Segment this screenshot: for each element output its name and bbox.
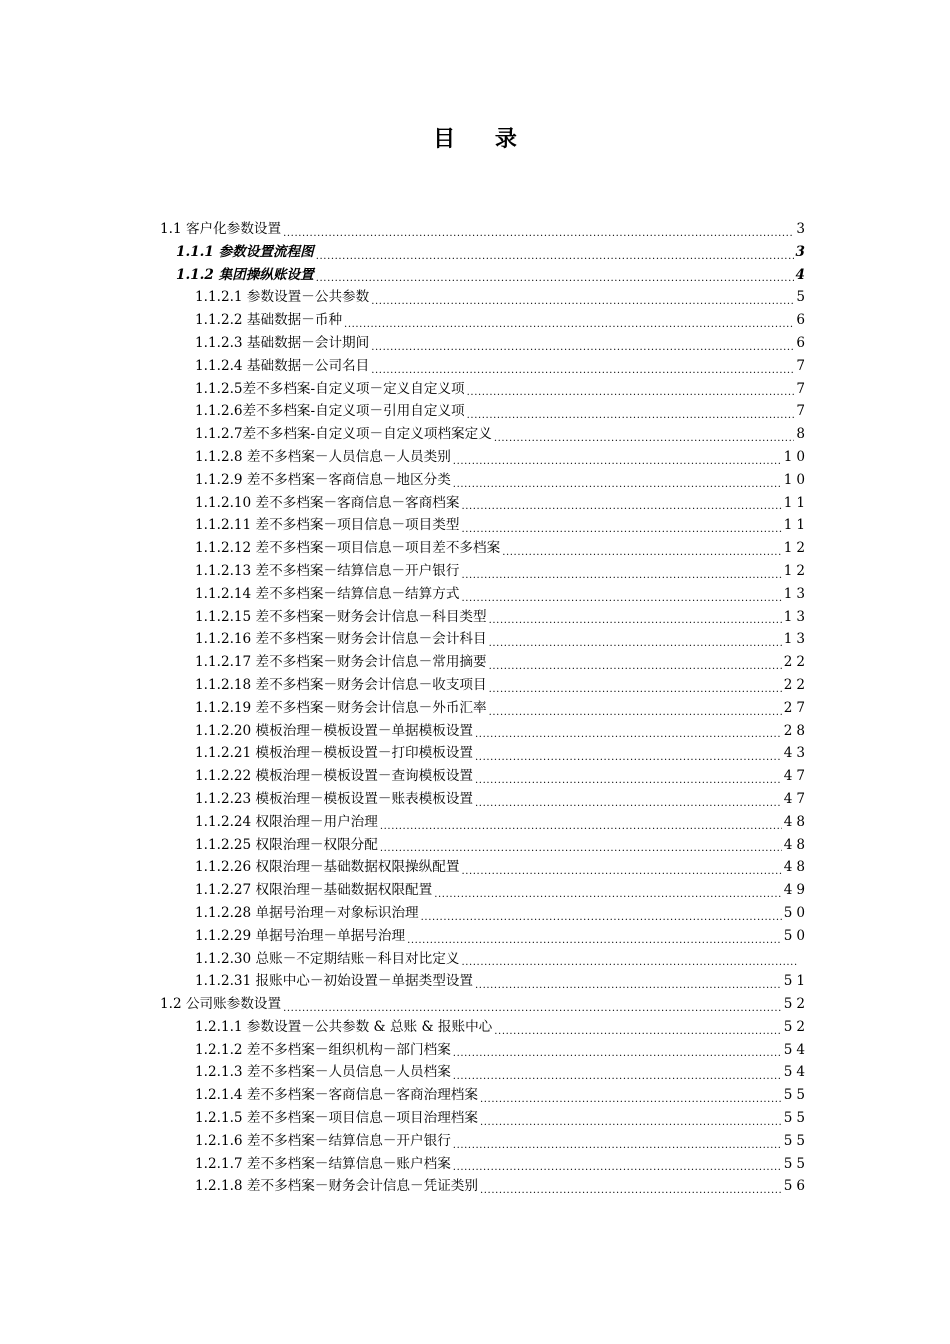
toc-entry[interactable]	[160, 1175, 809, 1198]
toc-entry[interactable]	[160, 970, 809, 993]
toc-entry-label: 1.1.2 集团操纵账设置	[176, 266, 314, 283]
toc-dot-leader	[453, 1061, 782, 1084]
toc-page-number: 43	[783, 745, 809, 762]
toc-entry-label: 1.1.2.5差不多档案-自定义项－定义自定义项	[195, 380, 465, 397]
toc-dot-leader	[380, 811, 782, 834]
toc-page-number: 48	[783, 836, 809, 853]
toc-entry-label: 1.1 客户化参数设置	[160, 221, 282, 237]
toc-page-number: 56	[783, 1178, 809, 1195]
toc-page-number: 7	[796, 403, 809, 420]
toc-entry-label: 1.2.1.4 差不多档案－客商信息－客商治理档案	[195, 1087, 478, 1104]
toc-entry-label: 1.1.2.21 模板治理－模板设置－打印模板设置	[195, 745, 474, 762]
toc-dot-leader	[421, 902, 782, 925]
toc-page-number: 48	[783, 859, 809, 876]
toc-entry[interactable]	[160, 537, 809, 560]
toc-dot-leader	[475, 788, 782, 811]
toc-page-number: 10	[783, 471, 809, 488]
toc-page-number: 47	[783, 768, 809, 785]
toc-entry-label: 1.1.2.1 参数设置－公共参数	[195, 289, 370, 306]
toc-page-number: 54	[783, 1041, 809, 1058]
toc-page-number: 50	[783, 904, 809, 921]
toc-entry[interactable]	[160, 241, 809, 264]
toc-entry[interactable]	[160, 628, 809, 651]
toc-entry-label: 1.1.2.29 单据号治理－单据号治理	[195, 927, 406, 944]
toc-entry-label: 1.1.2.9 差不多档案－客商信息－地区分类	[195, 471, 451, 488]
toc-dot-leader	[480, 1175, 782, 1198]
toc-entry-label: 1.1.2.23 模板治理－模板设置－账表模板设置	[195, 790, 474, 807]
toc-dot-leader	[489, 697, 782, 720]
toc-page-number: 47	[783, 790, 809, 807]
toc-entry[interactable]	[160, 606, 809, 629]
toc-entry-label: 1.1.2.3 基础数据－会计期间	[195, 334, 370, 351]
toc-entry[interactable]	[160, 948, 805, 971]
toc-page-number: 12	[783, 562, 809, 579]
toc-entry[interactable]	[160, 514, 809, 537]
toc-dot-leader	[467, 378, 795, 401]
toc-page-number: 5	[796, 289, 809, 306]
toc-entry[interactable]	[160, 1153, 809, 1176]
toc-entry[interactable]	[160, 834, 809, 857]
toc-entry[interactable]	[160, 856, 809, 879]
toc-title: 目 录	[433, 126, 533, 152]
toc-dot-leader	[371, 355, 794, 378]
toc-entry-label: 1.2 公司账参数设置	[160, 996, 282, 1013]
toc-entry[interactable]	[160, 811, 809, 834]
toc-entry-label: 1.1.2.30 总账－不定期结账－科目对比定义	[195, 950, 460, 967]
toc-entry-label: 1.1.2.28 单据号治理－对象标识治理	[195, 904, 419, 921]
toc-entry-label: 1.1.2.24 权限治理－用户治理	[195, 813, 378, 830]
toc-dot-leader	[480, 1107, 782, 1130]
toc-entry-label: 1.1.2.16 差不多档案－财务会计信息－会计科目	[195, 631, 487, 648]
toc-dot-leader	[461, 856, 781, 879]
toc-dot-leader	[475, 970, 782, 993]
toc-dot-leader	[502, 537, 781, 560]
toc-page-number: 48	[783, 813, 809, 830]
toc-entry-label: 1.1.2.7差不多档案-自定义项－自定义项档案定义	[195, 426, 492, 443]
toc-dot-leader	[380, 834, 782, 857]
toc-page-number: 50	[783, 927, 809, 944]
toc-entry-label: 1.1.2.4 基础数据－公司名目	[195, 357, 370, 374]
toc-dot-leader	[494, 1016, 781, 1039]
toc-page-number: 13	[783, 585, 809, 602]
toc-page-number: 55	[783, 1132, 809, 1149]
toc-entry[interactable]	[160, 286, 809, 309]
toc-entry-label: 1.1.2.19 差不多档案－财务会计信息－外币汇率	[195, 699, 487, 716]
toc-dot-leader	[475, 720, 782, 743]
toc-entry[interactable]	[160, 1130, 809, 1153]
toc-page-number: 55	[783, 1110, 809, 1127]
toc-dot-leader	[467, 400, 795, 423]
toc-entry-label: 1.2.1.6 差不多档案－结算信息－开户银行	[195, 1132, 451, 1149]
toc-entry-label: 1.1.2.31 报账中心－初始设置－单据类型设置	[195, 973, 474, 990]
toc-dot-leader	[316, 241, 794, 264]
toc-page-number: 6	[796, 312, 809, 329]
toc-dot-leader	[461, 948, 797, 971]
toc-entry-label: 1.2.1.8 差不多档案－财务会计信息－凭证类别	[195, 1178, 478, 1195]
toc-entry[interactable]	[160, 788, 809, 811]
toc-entry-label: 1.1.2.11 差不多档案－项目信息－项目类型	[195, 517, 460, 534]
toc-entry[interactable]	[160, 1016, 809, 1039]
toc-entry[interactable]	[160, 720, 809, 743]
toc-entry[interactable]	[160, 332, 809, 355]
toc-dot-leader	[407, 925, 782, 948]
toc-entry-label: 1.1.2.2 基础数据－币种	[195, 312, 343, 329]
toc-page-number: 7	[796, 380, 809, 397]
toc-entry[interactable]	[160, 355, 809, 378]
toc-entry[interactable]	[160, 697, 809, 720]
toc-entry[interactable]	[160, 378, 809, 401]
toc-entry[interactable]	[160, 742, 809, 765]
toc-entry[interactable]	[160, 309, 809, 332]
toc-dot-leader	[480, 1084, 782, 1107]
toc-entry[interactable]	[160, 560, 809, 583]
toc-page-number: 52	[783, 996, 809, 1013]
toc-page-number: 8	[796, 426, 809, 443]
toc-entry[interactable]	[160, 492, 809, 515]
toc-dot-leader	[434, 879, 781, 902]
toc-dot-leader	[489, 651, 782, 674]
toc-entry-label: 1.1.2.15 差不多档案－财务会计信息－科目类型	[195, 608, 487, 625]
toc-entry[interactable]	[160, 446, 809, 469]
toc-entry[interactable]	[160, 264, 809, 287]
toc-entry-label: 1.1.2.13 差不多档案－结算信息－开户银行	[195, 562, 460, 579]
toc-dot-leader	[283, 218, 794, 241]
toc-page-number: 12	[783, 540, 809, 557]
toc-entry[interactable]	[160, 423, 809, 446]
toc-dot-leader	[453, 1130, 782, 1153]
toc-entry-label: 1.1.2.8 差不多档案－人员信息－人员类别	[195, 448, 451, 465]
toc-page-number: 54	[783, 1064, 809, 1081]
toc-dot-leader	[461, 560, 781, 583]
toc-page-number: 28	[783, 722, 809, 739]
toc-dot-leader	[453, 1039, 782, 1062]
toc-entry[interactable]	[160, 469, 809, 492]
toc-entry[interactable]	[160, 879, 809, 902]
toc-page-number: 13	[783, 631, 809, 648]
toc-entry-label: 1.1.2.25 权限治理－权限分配	[195, 836, 378, 853]
toc-entry[interactable]	[160, 1039, 809, 1062]
toc-page-number: 11	[783, 517, 809, 534]
toc-entry-label: 1.1.2.6差不多档案-自定义项－引用自定义项	[195, 403, 465, 420]
toc-dot-leader	[461, 514, 781, 537]
toc-page-number: 7	[796, 357, 809, 374]
toc-entry-label: 1.1.2.12 差不多档案－项目信息－项目差不多档案	[195, 540, 501, 557]
toc-entry-label: 1.2.1.3 差不多档案－人员信息－人员档案	[195, 1064, 451, 1081]
toc-entry-label: 1.1.2.14 差不多档案－结算信息－结算方式	[195, 585, 460, 602]
toc-entry-label: 1.1.2.22 模板治理－模板设置－查询模板设置	[195, 768, 474, 785]
toc-page-number: 11	[783, 494, 809, 511]
toc-page-number: 27	[783, 699, 809, 716]
toc-entry[interactable]	[160, 674, 809, 697]
toc-dot-leader	[316, 264, 794, 287]
toc-entry[interactable]	[160, 583, 809, 606]
toc-dot-leader	[344, 309, 794, 332]
toc-entry[interactable]	[160, 925, 809, 948]
toc-dot-leader	[461, 583, 781, 606]
toc-page-number: 51	[783, 973, 809, 990]
toc-entry-label: 1.1.2.18 差不多档案－财务会计信息－收支项目	[195, 676, 487, 693]
toc-entry[interactable]	[160, 993, 809, 1016]
toc-dot-leader	[371, 332, 794, 355]
toc-entry-label: 1.1.2.20 模板治理－模板设置－单据模板设置	[195, 722, 474, 739]
toc-page-number: 4	[795, 266, 809, 283]
toc-entry-label: 1.1.2.27 权限治理－基础数据权限配置	[195, 882, 433, 899]
toc-page-number: 3	[796, 221, 809, 237]
toc-entry[interactable]	[160, 902, 809, 925]
toc-dot-leader	[489, 606, 782, 629]
toc-entry-label: 1.1.2.26 权限治理－基础数据权限操纵配置	[195, 859, 460, 876]
toc-page-number: 3	[795, 243, 809, 260]
toc-page-number: 13	[783, 608, 809, 625]
toc-page-number: 55	[783, 1087, 809, 1104]
toc-dot-leader	[475, 742, 782, 765]
toc-dot-leader	[475, 765, 782, 788]
toc-dot-leader	[461, 492, 781, 515]
toc-dot-leader	[489, 674, 782, 697]
toc-dot-leader	[489, 628, 782, 651]
toc-entry-label: 1.1.2.10 差不多档案－客商信息－客商档案	[195, 494, 460, 511]
toc-entry-label: 1.2.1.2 差不多档案－组织机构－部门档案	[195, 1041, 451, 1058]
toc-page-number: 6	[796, 334, 809, 351]
toc-entry-label: 1.1.2.17 差不多档案－财务会计信息－常用摘要	[195, 654, 487, 671]
toc-dot-leader	[453, 1153, 782, 1176]
toc-entry-label: 1.2.1.5 差不多档案－项目信息－项目治理档案	[195, 1110, 478, 1127]
toc-entry[interactable]	[160, 218, 809, 241]
toc-page-number: 49	[783, 882, 809, 899]
toc-entry[interactable]	[160, 1107, 809, 1130]
toc-dot-leader	[283, 993, 782, 1016]
toc-entry[interactable]	[160, 651, 809, 674]
toc-entry-label: 1.1.1 参数设置流程图	[176, 243, 314, 260]
toc-dot-leader	[371, 286, 794, 309]
toc-page-number: 55	[783, 1155, 809, 1172]
toc-dot-leader	[453, 446, 782, 469]
toc-page-number: 22	[783, 676, 809, 693]
toc-page-number: 52	[783, 1018, 809, 1035]
toc-entry[interactable]	[160, 1061, 809, 1084]
table-of-contents	[160, 218, 809, 1198]
toc-entry-label: 1.2.1.7 差不多档案－结算信息－账户档案	[195, 1155, 451, 1172]
toc-dot-leader	[453, 469, 782, 492]
toc-page-number: 10	[783, 448, 809, 465]
toc-entry[interactable]	[160, 765, 809, 788]
toc-entry[interactable]	[160, 1084, 809, 1107]
toc-entry-label: 1.2.1.1 参数设置－公共参数 & 总账 & 报账中心	[195, 1018, 493, 1035]
toc-entry[interactable]	[160, 400, 809, 423]
toc-page-number: 22	[783, 654, 809, 671]
toc-dot-leader	[494, 423, 795, 446]
